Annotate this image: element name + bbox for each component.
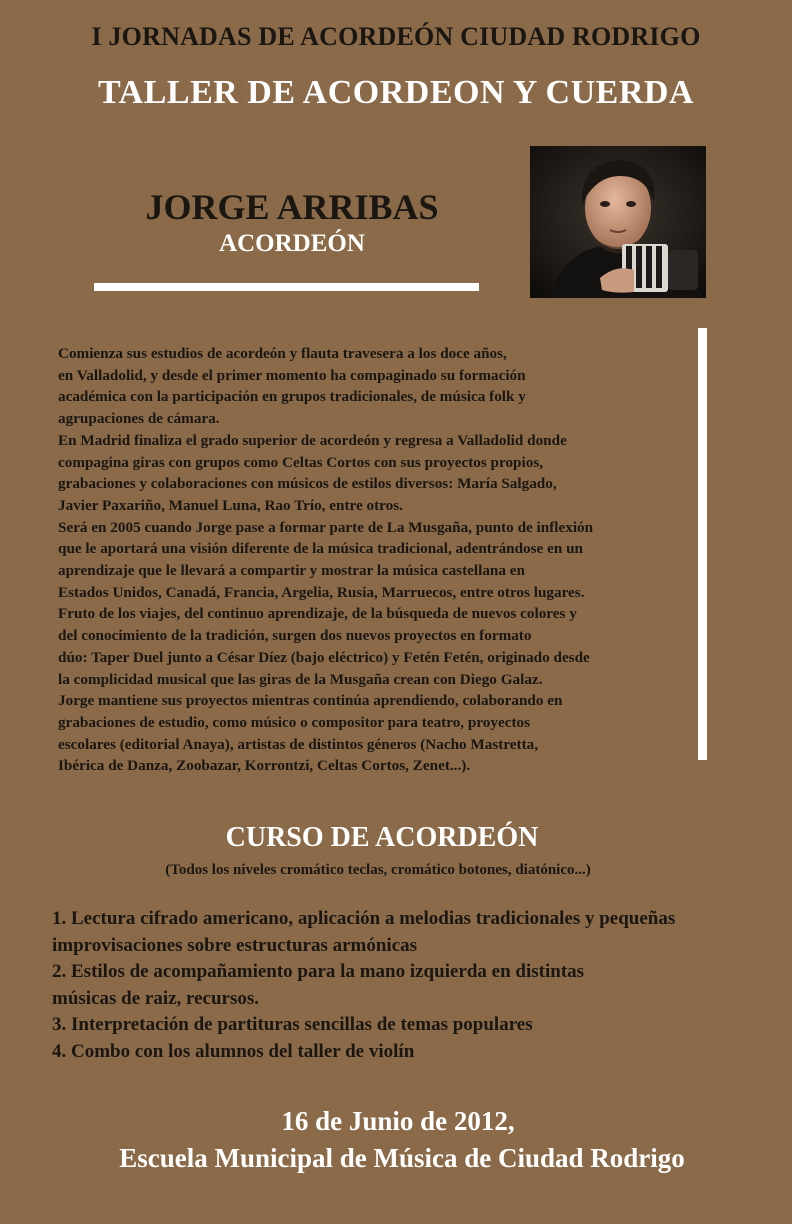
- bio-line: del conocimiento de la tradición, surgen dos nuevos proyectos en formato: [58, 627, 532, 645]
- syllabus-line: 3. Interpretación de partituras sencillas de temas populares: [52, 1014, 533, 1035]
- artist-photo: [530, 146, 706, 298]
- event-venue: Escuela Municipal de Música de Ciudad Rodrigo: [119, 1143, 685, 1173]
- syllabus-line: 1. Lectura cifrado americano, aplicación a melodias tradicionales y pequeñas: [52, 908, 676, 929]
- bio-line: grabaciones de estudio, como músico o compositor para teatro, proyectos: [58, 713, 531, 731]
- artist-instrument: ACORDEÓN: [219, 230, 365, 257]
- syllabus-line: 4. Combo con los alumnos del taller de violín: [52, 1040, 415, 1062]
- bio-line: la complicidad musical que las giras de la Musgaña crean con Diego Galaz.: [58, 670, 543, 688]
- event-date: 16 de Junio de 2012,: [281, 1106, 515, 1136]
- bio-line: Jorge mantiene sus proyectos mientras continúa aprendiendo, colaborando en: [58, 692, 563, 710]
- bio-line: Ibérica de Danza, Zoobazar, Korrontzi, Celtas Cortos, Zenet...).: [58, 757, 471, 775]
- bio-line: Será en 2005 cuando Jorge pase a formar parte de La Musgaña, punto de inflexión: [58, 518, 594, 536]
- syllabus-line: 2. Estilos de acompañamiento para la mano izquierda en distintas: [52, 961, 585, 982]
- bio-line: Fruto de los viajes, del continuo aprendizaje, de la búsqueda de nuevos colores y: [58, 605, 577, 623]
- title-divider: [94, 283, 479, 291]
- bio-line: académica con la participación en grupos tradicionales, de música folk y: [58, 388, 526, 406]
- course-syllabus: [52, 906, 782, 1065]
- bio-line: compagina giras con grupos como Celtas Cortos con sus proyectos propios,: [58, 453, 544, 471]
- syllabus-line: improvisaciones sobre estructuras armónicas: [52, 934, 418, 956]
- artist-biography: [58, 343, 698, 777]
- bio-line: aprendizaje que le llevará a compartir y mostrar la música castellana en: [58, 562, 525, 580]
- course-title: CURSO DE ACORDEÓN: [225, 822, 539, 853]
- bio-line: Javier Paxariño, Manuel Luna, Rao Trío, entre otros.: [58, 496, 403, 514]
- bio-line: dúo: Taper Duel junto a César Díez (bajo eléctrico) y Fetén Fetén, originado desde: [58, 648, 590, 666]
- bio-line: Comienza sus estudios de acordeón y flauta travesera a los doce años,: [58, 345, 507, 362]
- bio-line: agrupaciones de cámara.: [58, 410, 220, 428]
- event-title: I JORNADAS DE ACORDEÓN CIUDAD RODRIGO: [91, 22, 701, 51]
- bio-line: Estados Unidos, Canadá, Francia, Argelia, Rusia, Marruecos, entre otros lugares.: [58, 583, 585, 601]
- bio-line: En Madrid finaliza el grado superior de acordeón y regresa a Valladolid donde: [58, 431, 567, 449]
- artist-name: JORGE ARRIBAS: [145, 187, 439, 227]
- bio-line: en Valladolid, y desde el primer momento ha compaginado su formación: [58, 366, 526, 384]
- vertical-rule: [698, 328, 707, 760]
- syllabus-line: músicas de raiz, recursos.: [52, 987, 260, 1009]
- workshop-title: TALLER DE ACORDEON Y CUERDA: [98, 74, 694, 111]
- bio-line: que le aportará una visión diferente de la música tradicional, adentrándose en un: [58, 540, 583, 558]
- artist-photo-illustration: [530, 146, 706, 298]
- bio-line: grabaciones y colaboraciones con músicos de estilos diversos: María Salgado,: [58, 475, 557, 493]
- bio-line: escolares (editorial Anaya), artistas de distintos géneros (Nacho Mastretta,: [58, 735, 539, 753]
- course-subtitle: (Todos los niveles cromático teclas, cromático botones, diatónico...): [165, 862, 591, 878]
